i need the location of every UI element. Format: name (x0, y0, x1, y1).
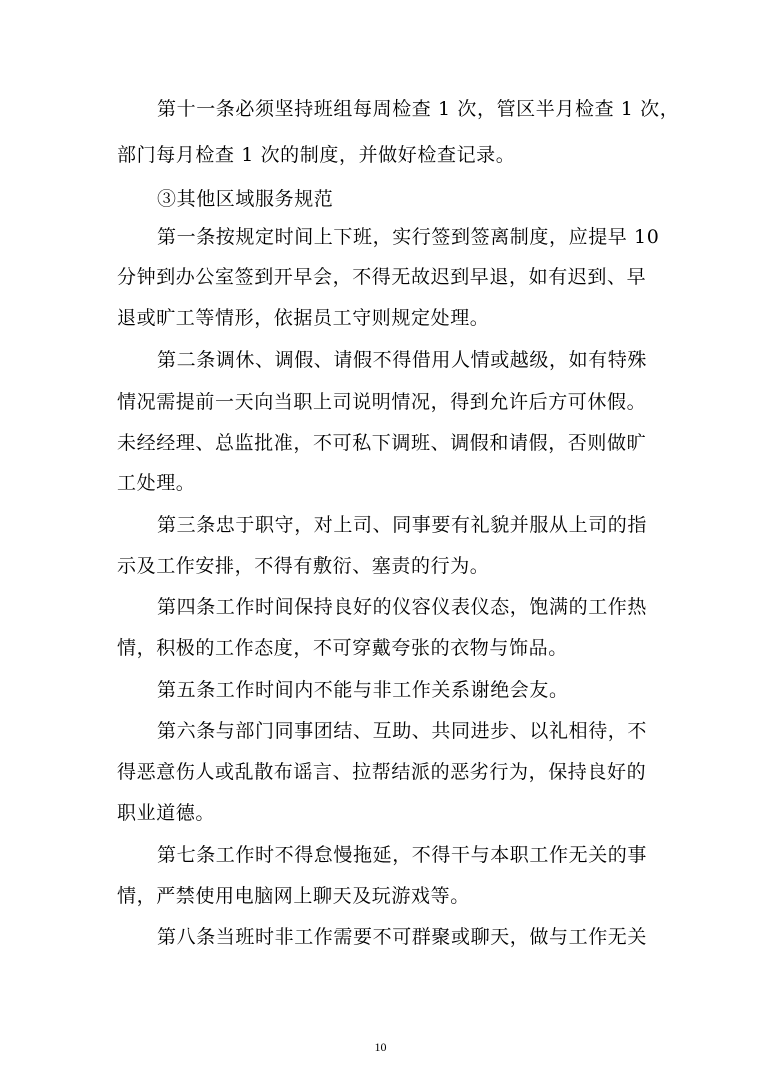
text-line: 第三条忠于职守，对上司、同事要有礼貌并服从上司的指 (157, 514, 648, 536)
text-line: 第六条与部门同事团结、互助、共同进步、以礼相待，不 (157, 720, 648, 742)
text-line: 第五条工作时间内不能与非工作关系谢绝会友。 (157, 679, 569, 701)
section-heading: ③其他区域服务规范 (157, 188, 334, 210)
text-line: 第七条工作时不得怠慢拖延，不得干与本职工作无关的事 (157, 844, 648, 866)
text-line: 得恶意伤人或乱散布谣言、拉帮结派的恶劣行为，保持良好的 (117, 761, 647, 783)
text-line: 情况需提前一天向当职上司说明情况，得到允许后方可休假。 (117, 391, 647, 413)
text-line: 分钟到办公室签到开早会，不得无故迟到早退，如有迟到、早 (117, 266, 647, 288)
text-line: 示及工作安排，不得有敷衍、塞责的行为。 (117, 555, 490, 577)
text-line: 第八条当班时非工作需要不可群聚或聊天，做与工作无关 (157, 926, 648, 948)
text-line: 情，积极的工作态度，不可穿戴夸张的衣物与饰品。 (117, 637, 568, 659)
text-line: 第二条调休、调假、请假不得借用人情或越级，如有特殊 (157, 349, 648, 371)
text-line: 职业道德。 (117, 802, 216, 824)
text-line: 未经经理、总监批准，不可私下调班、调假和请假，否则做旷 (117, 432, 647, 454)
text-line: 情，严禁使用电脑网上聊天及玩游戏等。 (117, 885, 470, 907)
text-line: 第一条按规定时间上下班，实行签到签离制度，应提早 10 (157, 226, 660, 248)
text-line: 第十一条必须坚持班组每周检查 1 次，管区半月检查 1 次， (157, 98, 680, 120)
text-line: 部门每月检查 1 次的制度，并做好检查记录。 (117, 144, 516, 166)
text-line: 第四条工作时间保持良好的仪容仪表仪态，饱满的工作热 (157, 596, 648, 618)
text-line: 工处理。 (117, 472, 196, 494)
page-number: 10 (374, 1040, 387, 1054)
text-line: 退或旷工等情形，依据员工守则规定处理。 (117, 307, 490, 329)
